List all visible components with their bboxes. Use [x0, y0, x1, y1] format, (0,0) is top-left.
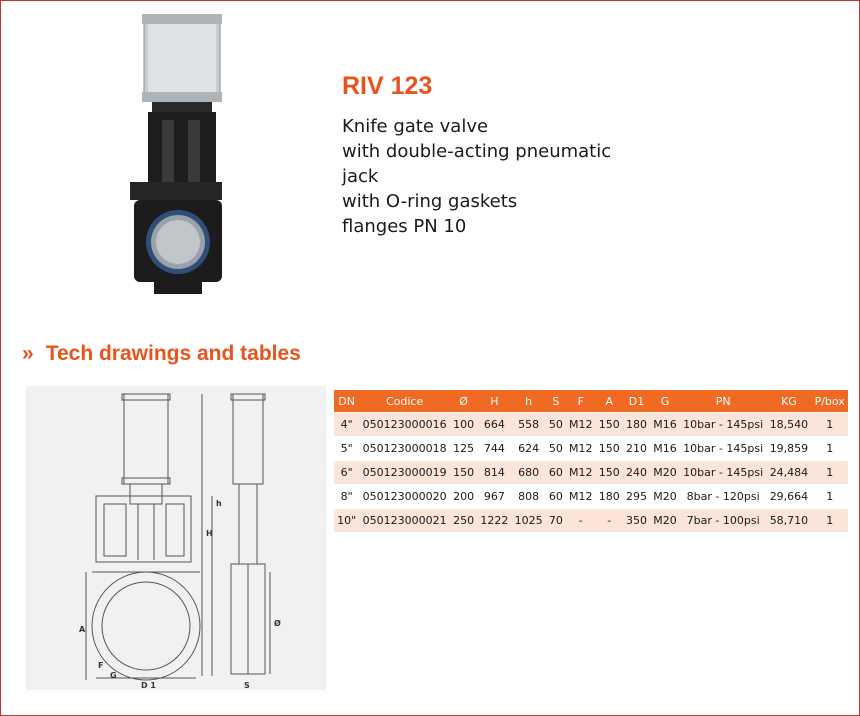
table-cell: 19,859 — [767, 437, 812, 460]
table-cell: 200 — [450, 485, 477, 508]
section-heading — [22, 342, 301, 366]
table-cell: 744 — [477, 437, 511, 460]
col-h-upper: H — [477, 390, 511, 412]
dim-label-s: S — [244, 681, 250, 690]
dim-label-f: F — [98, 661, 104, 670]
table-cell: 664 — [477, 413, 511, 436]
table-cell: 8" — [334, 485, 359, 508]
col-f: F — [566, 390, 596, 412]
col-pn: PN — [680, 390, 767, 412]
table-cell: 150 — [596, 413, 623, 436]
table-cell: 180 — [596, 485, 623, 508]
col-codice: Codice — [359, 390, 450, 412]
table-cell: 8bar - 120psi — [680, 485, 767, 508]
table-cell: 1 — [811, 485, 848, 508]
chevron-right-icon: » — [22, 342, 34, 365]
table-cell: 624 — [511, 437, 545, 460]
col-a: A — [596, 390, 623, 412]
table-cell: - — [596, 509, 623, 532]
description-line: with double-acting pneumatic — [342, 141, 612, 162]
table-cell: 6" — [334, 461, 359, 484]
table-cell: M12 — [566, 461, 596, 484]
section-title: Tech drawings and tables — [45, 342, 301, 365]
table-cell: 814 — [477, 461, 511, 484]
dim-label-diameter: Ø — [274, 619, 281, 628]
product-photo — [118, 10, 234, 300]
table-cell: M20 — [650, 485, 680, 508]
col-kg: KG — [767, 390, 812, 412]
table-cell: 050123000016 — [359, 413, 450, 436]
table-cell: M20 — [650, 461, 680, 484]
table-cell: M12 — [566, 437, 596, 460]
product-title: RIV 123 — [342, 72, 433, 100]
description-line: jack — [342, 166, 379, 187]
table-cell: 558 — [511, 413, 545, 436]
table-cell: 50 — [546, 413, 566, 436]
table-row — [334, 437, 848, 460]
spec-table — [334, 389, 848, 533]
table-cell: 1 — [811, 437, 848, 460]
table-cell: M16 — [650, 437, 680, 460]
col-s: S — [546, 390, 566, 412]
table-row — [334, 509, 848, 532]
table-cell: 1 — [811, 461, 848, 484]
table-cell: 58,710 — [767, 509, 812, 532]
table-cell: 050123000021 — [359, 509, 450, 532]
col-dn: DN — [334, 390, 359, 412]
technical-drawing — [26, 386, 326, 690]
table-cell: 967 — [477, 485, 511, 508]
table-cell: 18,540 — [767, 413, 812, 436]
table-cell: M16 — [650, 413, 680, 436]
table-cell: 24,484 — [767, 461, 812, 484]
table-cell: 250 — [450, 509, 477, 532]
table-row — [334, 413, 848, 436]
dim-label-g: G — [110, 671, 117, 680]
col-g: G — [650, 390, 680, 412]
table-cell: - — [566, 509, 596, 532]
col-d1: D1 — [623, 390, 650, 412]
table-cell: 680 — [511, 461, 545, 484]
description-line: flanges PN 10 — [342, 216, 467, 237]
table-row — [334, 485, 848, 508]
table-cell: 295 — [623, 485, 650, 508]
table-cell: 125 — [450, 437, 477, 460]
table-cell: 150 — [596, 461, 623, 484]
product-description — [342, 114, 662, 239]
dim-label-a: A — [79, 625, 86, 634]
table-cell: 29,664 — [767, 485, 812, 508]
table-cell: 60 — [546, 485, 566, 508]
table-cell: 240 — [623, 461, 650, 484]
col-diameter: Ø — [450, 390, 477, 412]
table-cell: 150 — [596, 437, 623, 460]
table-cell: 1025 — [511, 509, 545, 532]
table-cell: 5" — [334, 437, 359, 460]
dim-label-h-upper: H — [206, 529, 213, 538]
table-cell: 350 — [623, 509, 650, 532]
table-cell: 210 — [623, 437, 650, 460]
description-line: Knife gate valve — [342, 116, 489, 137]
table-cell: 1 — [811, 509, 848, 532]
table-cell: 4" — [334, 413, 359, 436]
table-cell: 10bar - 145psi — [680, 437, 767, 460]
table-cell: 10bar - 145psi — [680, 461, 767, 484]
table-cell: 150 — [450, 461, 477, 484]
table-cell: 050123000018 — [359, 437, 450, 460]
table-cell: M20 — [650, 509, 680, 532]
table-cell: 60 — [546, 461, 566, 484]
table-cell: 808 — [511, 485, 545, 508]
table-cell: 050123000020 — [359, 485, 450, 508]
table-cell: 180 — [623, 413, 650, 436]
table-cell: 70 — [546, 509, 566, 532]
description-line: with O-ring gaskets — [342, 191, 518, 212]
table-cell: 10" — [334, 509, 359, 532]
table-cell: 7bar - 100psi — [680, 509, 767, 532]
table-header-row — [334, 390, 848, 412]
table-cell: 100 — [450, 413, 477, 436]
dim-label-d1: D 1 — [141, 681, 156, 690]
table-cell: 50 — [546, 437, 566, 460]
dim-label-h-lower: h — [216, 499, 222, 508]
col-h-lower: h — [511, 390, 545, 412]
table-cell: 1222 — [477, 509, 511, 532]
table-cell: M12 — [566, 413, 596, 436]
table-row — [334, 461, 848, 484]
table-cell: M12 — [566, 485, 596, 508]
table-cell: 050123000019 — [359, 461, 450, 484]
table-cell: 1 — [811, 413, 848, 436]
table-cell: 10bar - 145psi — [680, 413, 767, 436]
col-pbox: P/box — [811, 390, 848, 412]
